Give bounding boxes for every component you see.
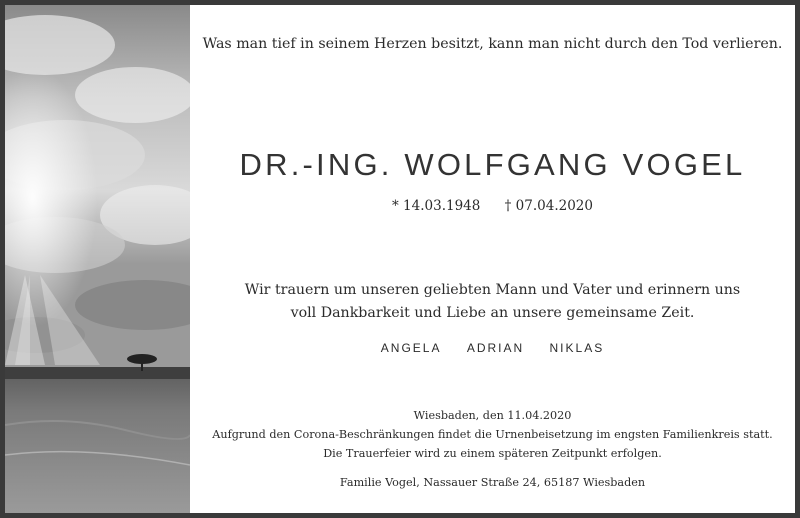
memorial-quote: Was man tief in seinem Herzen besitzt, kann man nicht durch den Tod verlieren. (202, 36, 783, 52)
family-address: Familie Vogel, Nassauer Straße 24, 65187 Wiesbaden (339, 476, 646, 489)
mourning-text (190, 279, 795, 325)
family-member-name: NIKLAS (549, 341, 605, 355)
birth-date: * 14.03.1948 (392, 198, 481, 214)
mourning-line: Wir trauern um unseren geliebten Mann und Vater und erinnern uns (244, 282, 741, 298)
notice-text-area (190, 5, 795, 513)
deceased-name: DR.-ING. WOLFGANG VOGEL (239, 147, 746, 182)
family-member-name: ADRIAN (466, 341, 525, 355)
life-dates (190, 198, 795, 214)
sky-landscape-image (5, 5, 190, 513)
info-line: Die Trauerfeier wird zu einem späteren Zeitpunkt erfolgen. (323, 447, 662, 460)
family-member-name: ANGELA (380, 341, 442, 355)
landscape-photo (5, 5, 190, 513)
death-date: † 07.04.2020 (504, 198, 593, 214)
family-names (190, 341, 795, 355)
place-date: Wiesbaden, den 11.04.2020 (413, 409, 572, 422)
info-line: Aufgrund den Corona-Beschränkungen findet die Urnenbeisetzung im engsten Familienkreis statt. (212, 428, 773, 441)
funeral-info (190, 406, 795, 463)
mourning-line: voll Dankbarkeit und Liebe an unsere gemeinsame Zeit. (290, 305, 695, 321)
